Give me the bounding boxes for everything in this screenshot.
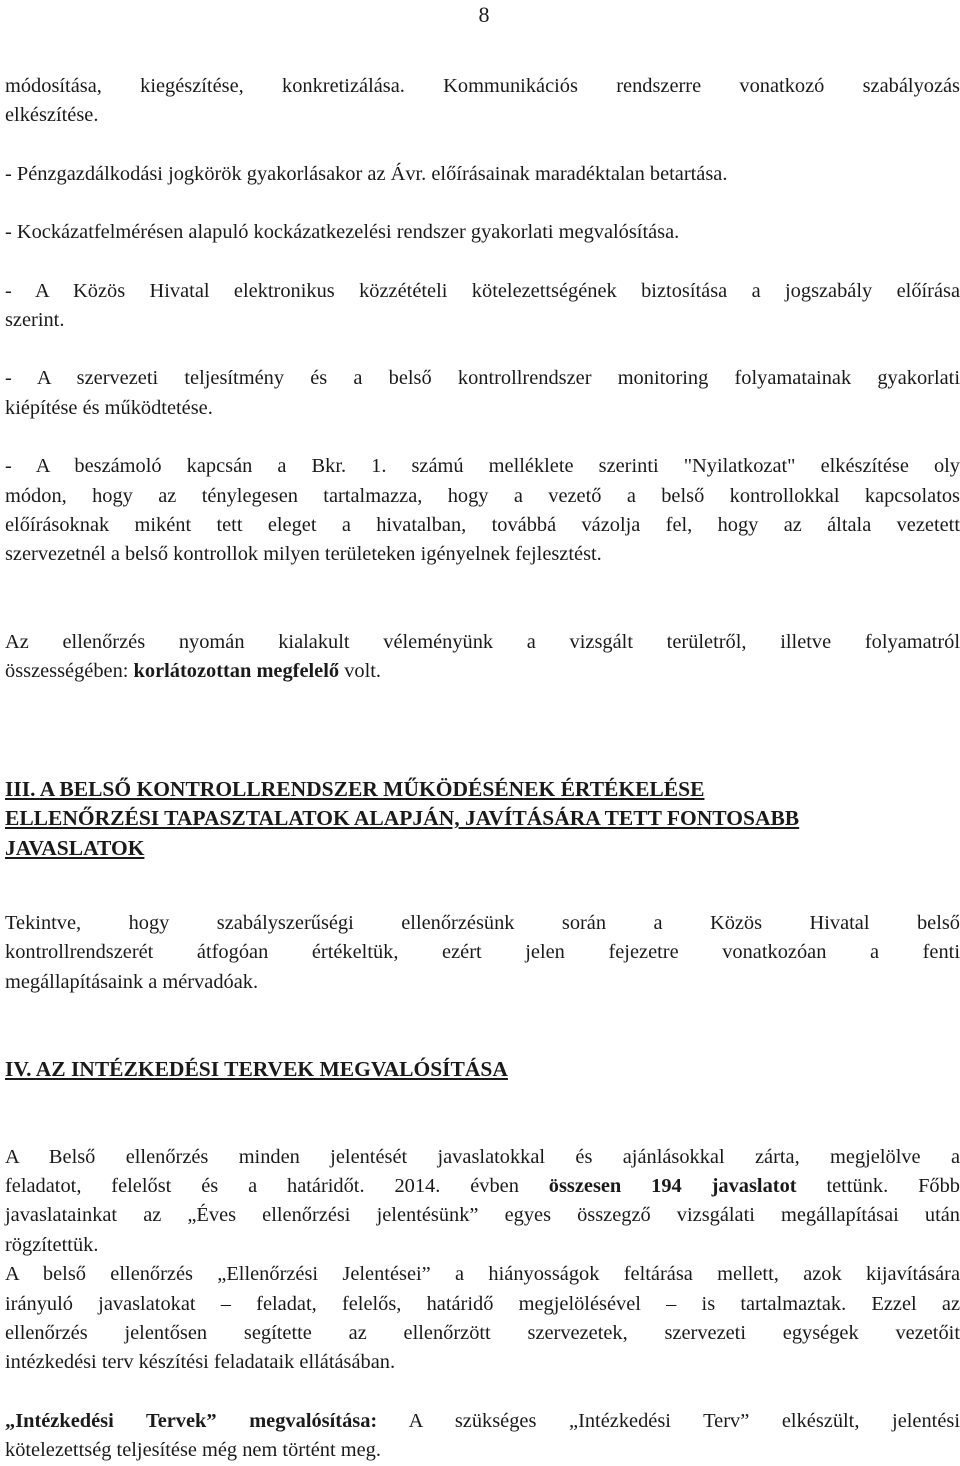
text-line	[5, 1407, 960, 1436]
text-line: megállapításaink a mérvadóak.	[5, 970, 259, 993]
text-span: tettünk. Főbb	[796, 1174, 960, 1197]
text-line: kiépítése és működtetése.	[5, 396, 213, 419]
text-line: rögzítettük.	[5, 1233, 99, 1256]
heading-number: III.	[5, 776, 36, 801]
heading-text: A BELSŐ KONTROLLRENDSZER MŰKÖDÉSÉNEK ÉRTÉKELÉSE	[39, 776, 705, 801]
text-line: ellenőrzés jelentősen segítette az ellenőrzött szervezetek, szervezeti egységek vezetőit	[5, 1321, 960, 1344]
text-line: javaslatainkat az „Éves ellenőrzési jelentésünk” egyes összegző vizsgálati megállapításai után	[5, 1204, 960, 1227]
text-line: - A szervezeti teljesítmény és a belső kontrollrendszer monitoring folyamatainak gyakorlati	[5, 367, 960, 390]
page-number: 8	[478, 2, 490, 27]
bold-text: „Intézkedési Tervek” megvalósítása:	[5, 1409, 378, 1432]
text-line: A belső ellenőrzés „Ellenőrzési Jelentései” a hiányosságok feltárása mellett, azok kijavítására	[5, 1263, 960, 1286]
bullet-item: - Kockázatfelmérésen alapuló kockázatkezelési rendszer gyakorlati megvalósítása.	[5, 221, 680, 244]
text-line: Az ellenőrzés nyomán kialakult véleményünk a vizsgált területről, illetve folyamatról	[5, 630, 960, 653]
text-line: Tekintve, hogy szabályszerűségi ellenőrzésünk során a Közös Hivatal belső	[5, 911, 960, 934]
section-heading-3-line: JAVASLATOK	[5, 835, 145, 860]
opinion-line	[5, 657, 960, 686]
text-line: módosítása, kiegészítése, konkretizálása. Kommunikációs rendszerre vonatkozó szabályozás	[5, 75, 960, 97]
text-span: összességében:	[5, 660, 134, 683]
text-line: előírásoknak miként tett eleget a hivatalban, továbbá vázolja fel, hogy az általa vezetett	[5, 514, 960, 537]
text-line	[5, 1172, 960, 1201]
section-heading-4	[5, 1055, 960, 1084]
bold-text: összesen 194 javaslatot	[548, 1174, 797, 1197]
document-body	[5, 72, 960, 1466]
text-span: volt.	[339, 660, 382, 683]
text-line: A Belső ellenőrzés minden jelentését javaslatokkal és ajánlásokkal zárta, megjelölve a	[5, 1145, 960, 1168]
section-heading-3-line: ELLENŐRZÉSI TAPASZTALATOK ALAPJÁN, JAVÍTÁSÁRA TETT FONTOSABB	[5, 806, 800, 831]
text-line: szerint.	[5, 309, 65, 332]
text-line: - A beszámoló kapcsán a Bkr. 1. számú melléklete szerinti "Nyilatkozat" elkészítése oly	[5, 455, 960, 478]
bullet-item: - Pénzgazdálkodási jogkörök gyakorlásakor az Ávr. előírásainak maradéktalan betartása.	[5, 162, 728, 185]
text-line: szervezetnél a belső kontrollok milyen területeken igényelnek fejlesztést.	[5, 543, 602, 566]
text-line: kontrollrendszerét átfogóan értékeltük, ezért jelen fejezetre vonatkozóan a fenti	[5, 941, 960, 964]
text-span: A szükséges „Intézkedési Terv” elkészült, jelentési	[377, 1409, 960, 1432]
text-span: feladatot, felelőst és a határidőt. 2014. évben	[5, 1174, 549, 1197]
text-line: kötelezettség teljesítése még nem történt meg.	[5, 1439, 381, 1462]
opinion-verdict: korlátozottan megfelelő	[133, 660, 340, 683]
section-heading-3	[5, 775, 960, 804]
heading-text: AZ INTÉZKEDÉSI TERVEK MEGVALÓSÍTÁSA	[35, 1057, 508, 1082]
text-line: intézkedési terv készítési feladataik ellátásában.	[5, 1351, 396, 1374]
text-line: elkészítése.	[5, 104, 99, 127]
text-line: - A Közös Hivatal elektronikus közzétételi kötelezettségének biztosítása a jogszabály előírása	[5, 279, 960, 302]
text-line: irányuló javaslatokat – feladat, felelős, határidő megjelölésével – is tartalmaztak. Ezzel az	[5, 1292, 960, 1315]
heading-number: IV.	[5, 1057, 32, 1082]
text-line: módon, hogy az ténylegesen tartalmazza, hogy a vezető a belső kontrollokkal kapcsolatos	[5, 484, 960, 507]
